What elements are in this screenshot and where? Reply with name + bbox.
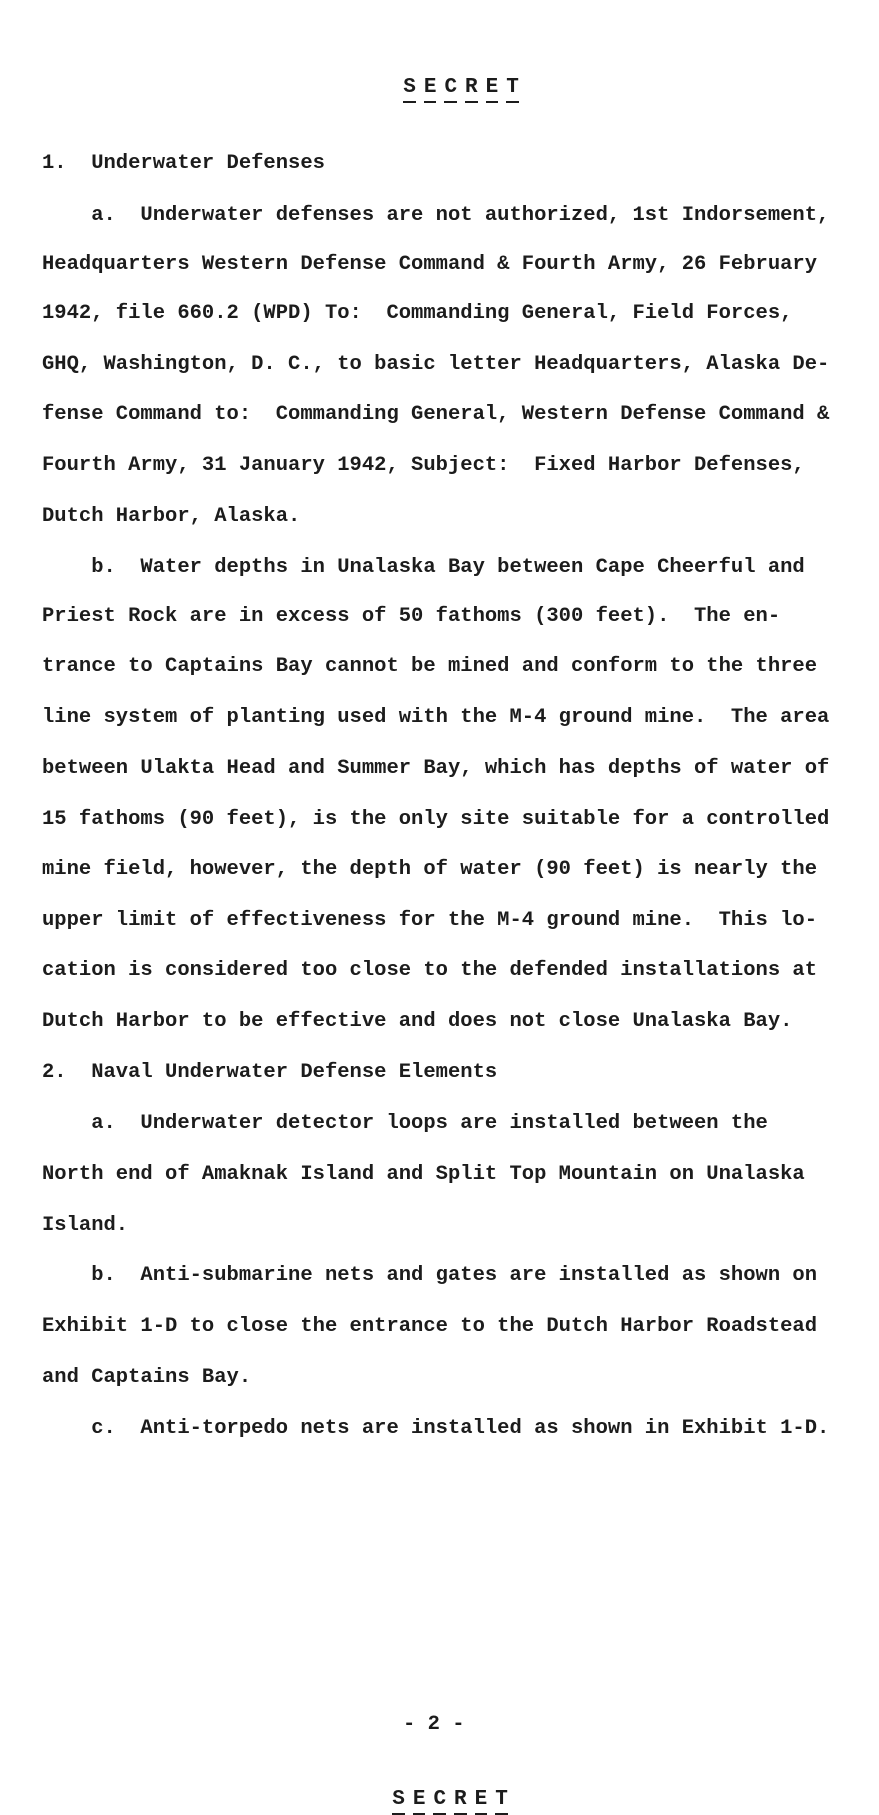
classification-letter: E bbox=[486, 76, 499, 103]
text-line: Exhibit 1-D to close the entrance to the Dutch Harbor Roadstead bbox=[42, 1315, 818, 1338]
classification-footer bbox=[367, 1764, 516, 1815]
text-line: Priest Rock are in excess of 50 fathoms (300 feet). The en- bbox=[42, 605, 781, 628]
classification-letter: T bbox=[506, 76, 519, 103]
text-line: Dutch Harbor, Alaska. bbox=[42, 505, 301, 528]
section-2-heading: 2. Naval Underwater Defense Elements bbox=[42, 1061, 498, 1084]
text-line: trance to Captains Bay cannot be mined and conform to the three bbox=[42, 655, 818, 678]
classification-letter: T bbox=[495, 1788, 508, 1815]
text-line: and Captains Bay. bbox=[42, 1366, 252, 1389]
classification-letter: R bbox=[454, 1788, 467, 1815]
classification-letter: C bbox=[433, 1788, 446, 1815]
text-line: between Ulakta Head and Summer Bay, which has depths of water of bbox=[42, 757, 830, 780]
text-line: Dutch Harbor to be effective and does not close Unalaska Bay. bbox=[42, 1010, 793, 1033]
text-line: Fourth Army, 31 January 1942, Subject: Fixed Harbor Defenses, bbox=[42, 454, 805, 477]
text-line: fense Command to: Commanding General, Western Defense Command & bbox=[42, 403, 830, 426]
text-line: 1942, file 660.2 (WPD) To: Commanding General, Field Forces, bbox=[42, 302, 793, 325]
text-line: Headquarters Western Defense Command & Fourth Army, 26 February bbox=[42, 253, 818, 276]
text-line: a. Underwater defenses are not authorized, 1st Indorsement, bbox=[42, 204, 830, 227]
section-1-heading: 1. Underwater Defenses bbox=[42, 152, 325, 175]
text-line: North end of Amaknak Island and Split Top Mountain on Unalaska bbox=[42, 1163, 805, 1186]
classification-header bbox=[378, 52, 527, 103]
classification-letter: C bbox=[444, 76, 457, 103]
text-line: line system of planting used with the M-4 ground mine. The area bbox=[42, 706, 830, 729]
text-line: b. Water depths in Unalaska Bay between Cape Cheerful and bbox=[42, 556, 805, 579]
text-line: c. Anti-torpedo nets are installed as shown in Exhibit 1-D. bbox=[42, 1417, 830, 1440]
classification-letter: S bbox=[403, 76, 416, 103]
classification-letter: E bbox=[475, 1788, 488, 1815]
text-line: cation is considered too close to the defended installations at bbox=[42, 959, 818, 982]
classification-letter: R bbox=[465, 76, 478, 103]
text-line: b. Anti-submarine nets and gates are installed as shown on bbox=[42, 1264, 818, 1287]
page-number: - 2 - bbox=[403, 1713, 465, 1736]
text-line: a. Underwater detector loops are installed between the bbox=[42, 1112, 768, 1135]
classification-letter: E bbox=[413, 1788, 426, 1815]
classification-letter: S bbox=[392, 1788, 405, 1815]
text-line: GHQ, Washington, D. C., to basic letter Headquarters, Alaska De- bbox=[42, 353, 830, 376]
text-line: mine field, however, the depth of water (90 feet) is nearly the bbox=[42, 858, 818, 881]
text-line: 15 fathoms (90 feet), is the only site suitable for a controlled bbox=[42, 808, 830, 831]
classification-letter: E bbox=[424, 76, 437, 103]
text-line: upper limit of effectiveness for the M-4 ground mine. This lo- bbox=[42, 909, 818, 932]
text-line: Island. bbox=[42, 1214, 129, 1237]
